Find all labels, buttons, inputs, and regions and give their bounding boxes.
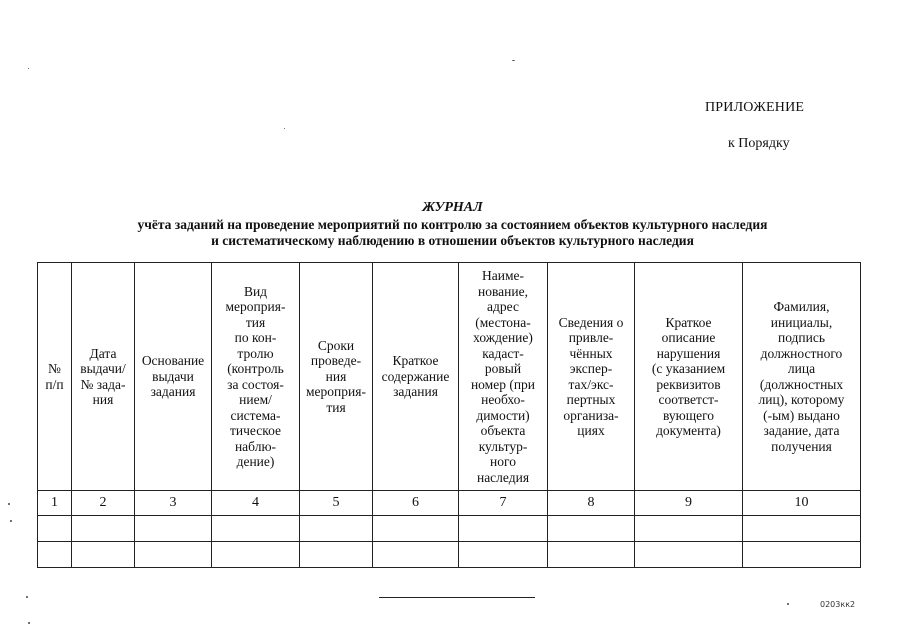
column-number: 4 xyxy=(212,491,300,516)
journal-title: ЖУРНАЛ xyxy=(422,200,483,215)
column-number: 3 xyxy=(135,491,212,516)
journal-table xyxy=(37,262,861,568)
column-number: 9 xyxy=(635,491,743,516)
appendix-title: ПРИЛОЖЕНИЕ xyxy=(705,100,805,115)
empty-cell xyxy=(212,516,300,542)
empty-cell xyxy=(548,516,635,542)
empty-cell xyxy=(459,542,548,568)
table-header-row xyxy=(38,263,861,491)
column-number: 1 xyxy=(38,491,72,516)
header-cell-object-name: Наиме- нование, адрес (местона- хождение) кадаст- ровый номер (при необхо- димости) объекта культур- ного наследия xyxy=(459,263,548,491)
empty-cell xyxy=(548,542,635,568)
header-cell-activity-type: Вид мероприя- тия по кон- тролю (контроль за состоя- нием/ система- тическое наблю- дение) xyxy=(212,263,300,491)
scan-speck xyxy=(787,603,789,605)
column-number: 6 xyxy=(373,491,459,516)
empty-cell xyxy=(212,542,300,568)
empty-cell xyxy=(373,542,459,568)
footer-divider xyxy=(379,597,535,598)
header-cell-official: Фамилия, инициалы, подпись должностного лица (должностных лиц), которому (-ым) выдано задание, дата получения xyxy=(743,263,861,491)
empty-cell xyxy=(743,516,861,542)
header-cell-issue-date: Дата выдачи/ № зада- ния xyxy=(72,263,135,491)
table-row xyxy=(38,516,861,542)
empty-cell xyxy=(743,542,861,568)
scan-speck xyxy=(28,68,29,69)
column-number: 7 xyxy=(459,491,548,516)
header-cell-basis: Основание выдачи задания xyxy=(135,263,212,491)
header-cell-number: № п/п xyxy=(38,263,72,491)
empty-cell xyxy=(300,542,373,568)
appendix-subtitle: к Порядку xyxy=(728,136,790,151)
table-row xyxy=(38,542,861,568)
column-number-row xyxy=(38,491,861,516)
empty-cell xyxy=(38,516,72,542)
empty-cell xyxy=(135,542,212,568)
journal-subtitle-line1: учёта заданий на проведение мероприятий по контролю за состоянием объектов культурного наследия xyxy=(137,217,768,232)
scan-speck xyxy=(28,622,30,624)
document-code: 0203кк2 xyxy=(820,600,856,609)
empty-cell xyxy=(459,516,548,542)
empty-cell xyxy=(72,542,135,568)
journal-subtitle-line2: и систематическому наблюдению в отношении объектов культурного наследия xyxy=(211,233,694,248)
column-number: 8 xyxy=(548,491,635,516)
empty-cell xyxy=(72,516,135,542)
empty-cell xyxy=(38,542,72,568)
empty-cell xyxy=(635,542,743,568)
scan-speck xyxy=(8,503,10,505)
empty-cell xyxy=(635,516,743,542)
scan-speck xyxy=(284,128,285,129)
empty-cell xyxy=(135,516,212,542)
column-number: 2 xyxy=(72,491,135,516)
header-cell-terms: Сроки проведе- ния мероприя- тия xyxy=(300,263,373,491)
header-cell-violation: Краткое описание нарушения (с указанием реквизитов соответст- вующего документа) xyxy=(635,263,743,491)
empty-cell xyxy=(373,516,459,542)
header-cell-summary: Краткое содержание задания xyxy=(373,263,459,491)
scan-speck xyxy=(26,596,28,598)
column-number: 5 xyxy=(300,491,373,516)
column-number: 10 xyxy=(743,491,861,516)
header-cell-experts: Сведения о привле- чённых экспер- тах/экс- пертных организа- циях xyxy=(548,263,635,491)
scan-speck xyxy=(10,520,12,522)
scan-speck xyxy=(512,60,515,61)
empty-cell xyxy=(300,516,373,542)
